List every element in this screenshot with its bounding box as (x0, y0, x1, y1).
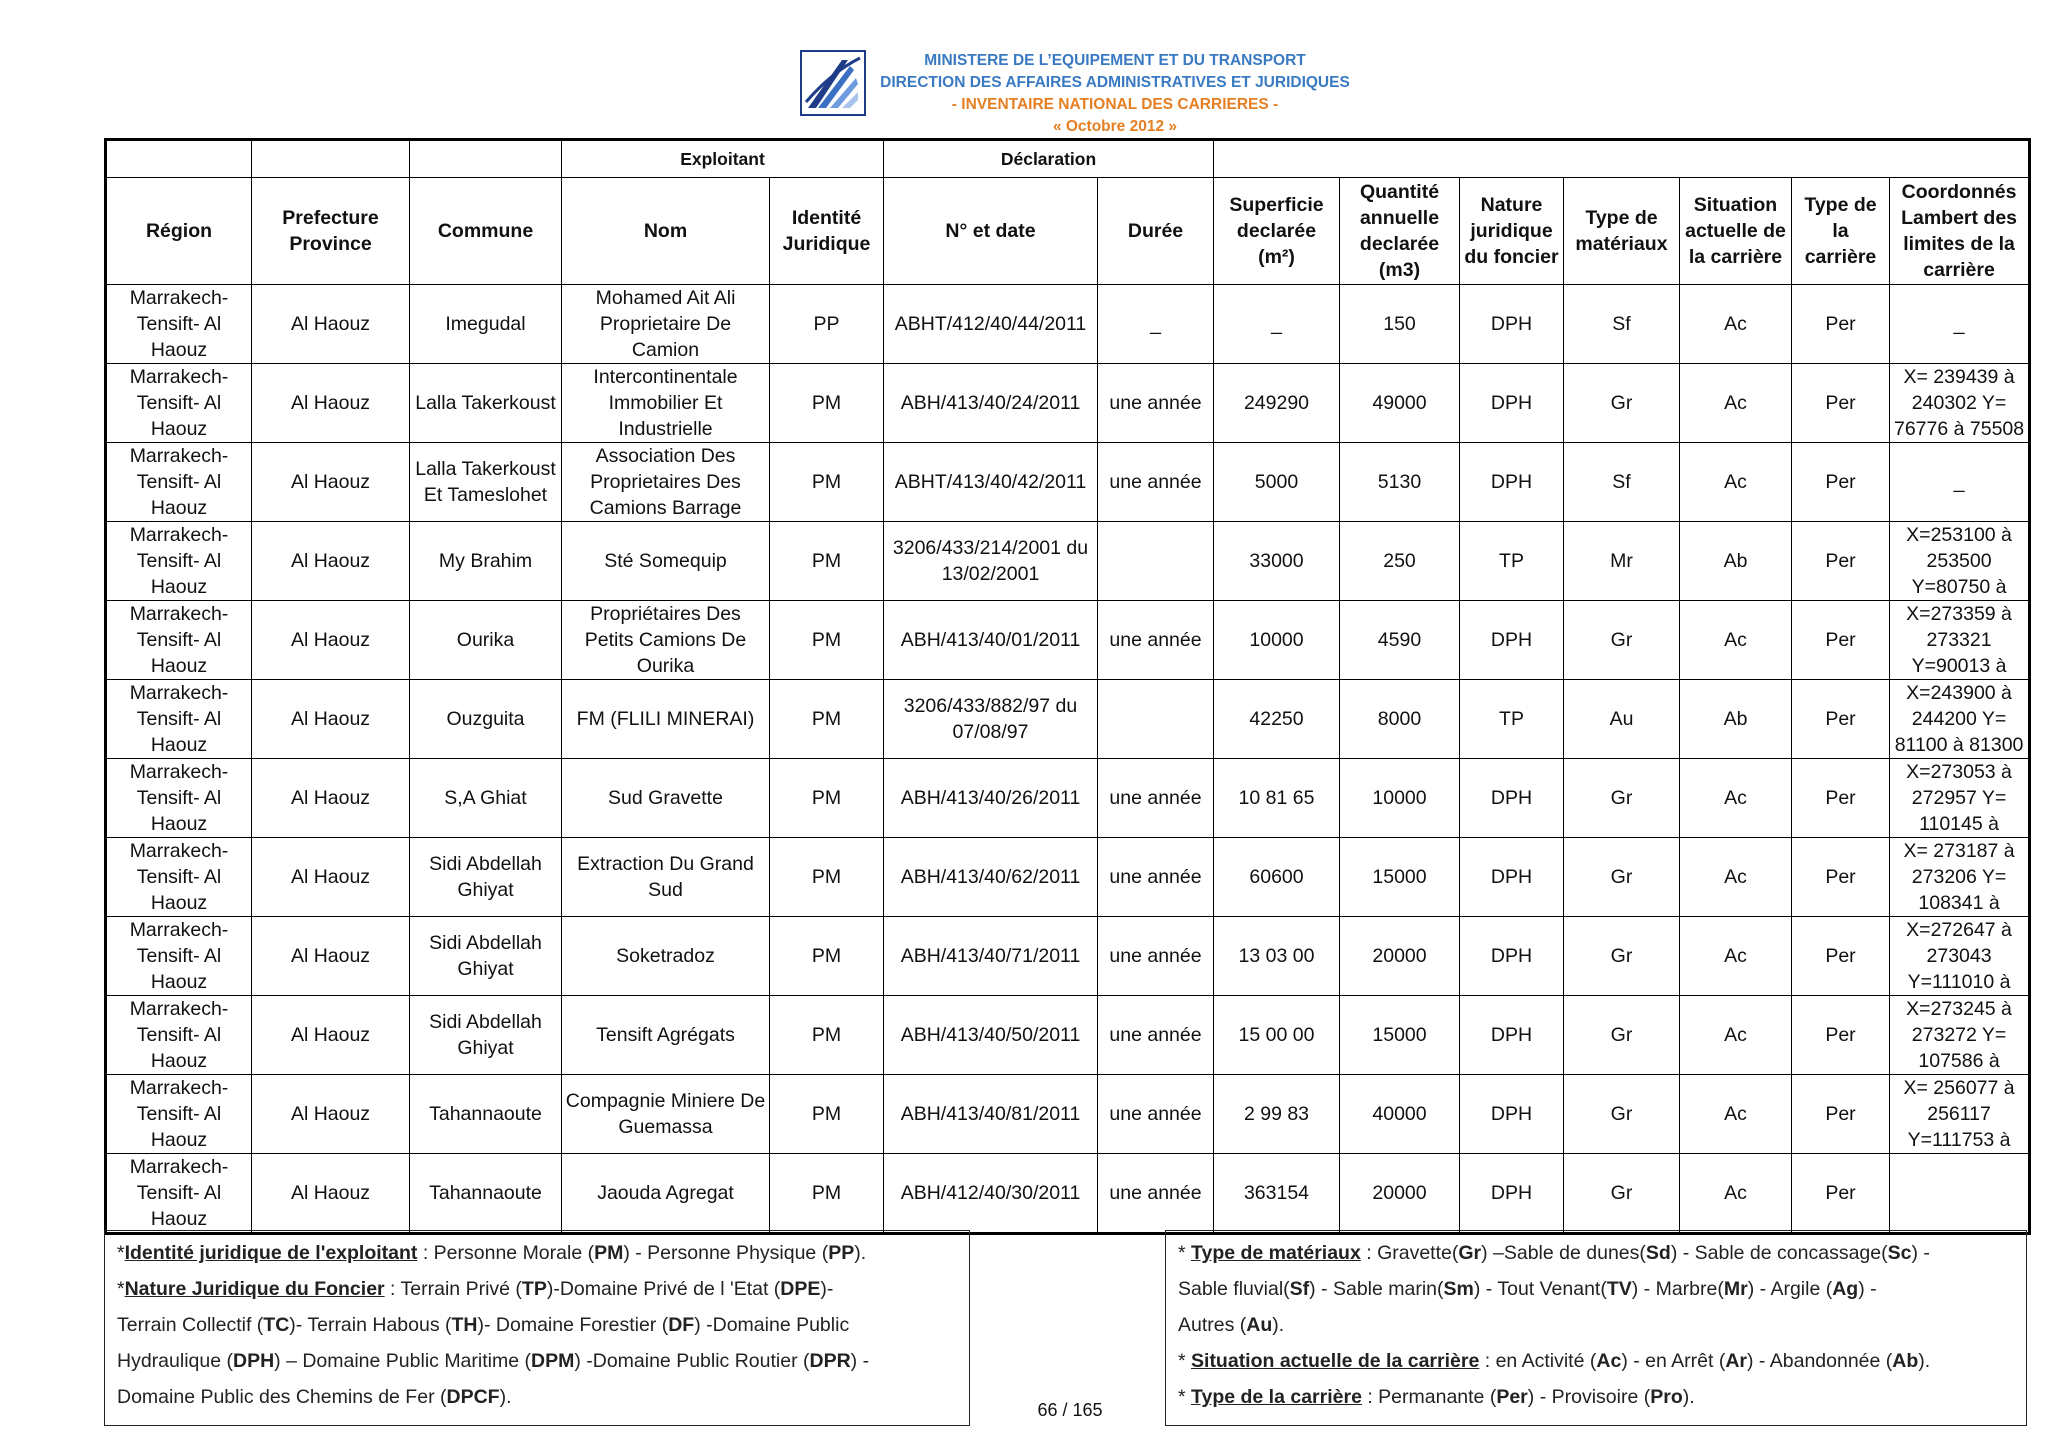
col-header-situation: Situation actuelle de la carrière (1680, 178, 1792, 285)
cell-commune: Ouzguita (410, 680, 562, 759)
cell-coordonnees: X= 256077 à 256117 Y=111753 à (1890, 1075, 2030, 1154)
group-header-declaration: Déclaration (884, 140, 1214, 178)
cell-identite: PM (770, 996, 884, 1075)
table-body (106, 285, 2030, 1234)
cell-quantite: 15000 (1340, 996, 1460, 1075)
cell-situation: Ac (1680, 1075, 1792, 1154)
cell-nature: DPH (1460, 917, 1564, 996)
cell-superficie: 33000 (1214, 522, 1340, 601)
cell-type-carriere: Per (1792, 917, 1890, 996)
cell-coordonnees (1890, 1154, 2030, 1234)
cell-identite: PM (770, 917, 884, 996)
table-header (106, 140, 2030, 285)
cell-duree: une année (1098, 917, 1214, 996)
table-row (106, 838, 2030, 917)
cell-coordonnees: X=272647 à 273043 Y=111010 à (1890, 917, 2030, 996)
cell-prefecture: Al Haouz (252, 759, 410, 838)
cell-situation: Ac (1680, 285, 1792, 364)
cell-prefecture: Al Haouz (252, 285, 410, 364)
table-row (106, 285, 2030, 364)
cell-quantite: 20000 (1340, 917, 1460, 996)
cell-quantite: 15000 (1340, 838, 1460, 917)
cell-type-materiaux: Gr (1564, 838, 1680, 917)
cell-nature: DPH (1460, 443, 1564, 522)
blank-header (106, 140, 252, 178)
col-header-prefecture: Prefecture Province (252, 178, 410, 285)
cell-situation: Ab (1680, 680, 1792, 759)
col-header-duree: Durée (1098, 178, 1214, 285)
cell-duree: une année (1098, 443, 1214, 522)
cell-nom: Propriétaires Des Petits Camions De Ourika (562, 601, 770, 680)
cell-duree: une année (1098, 759, 1214, 838)
cell-type-carriere: Per (1792, 1154, 1890, 1234)
cell-quantite: 250 (1340, 522, 1460, 601)
cell-region: Marrakech-Tensift- Al Haouz (106, 1154, 252, 1234)
cell-nature: TP (1460, 680, 1564, 759)
cell-nom: Soketradoz (562, 917, 770, 996)
cell-identite: PM (770, 364, 884, 443)
blank-header (252, 140, 410, 178)
cell-type-carriere: Per (1792, 838, 1890, 917)
cell-prefecture: Al Haouz (252, 1075, 410, 1154)
cell-region: Marrakech-Tensift- Al Haouz (106, 443, 252, 522)
table-row (106, 996, 2030, 1075)
ministry-logo-icon (800, 50, 866, 116)
cell-prefecture: Al Haouz (252, 996, 410, 1075)
cell-region: Marrakech-Tensift- Al Haouz (106, 996, 252, 1075)
cell-identite: PM (770, 601, 884, 680)
cell-region: Marrakech-Tensift- Al Haouz (106, 759, 252, 838)
cell-coordonnees: X= 273187 à 273206 Y= 108341 à (1890, 838, 2030, 917)
col-header-numero: N° et date (884, 178, 1098, 285)
cell-nom: Association Des Proprietaires Des Camions Barrage (562, 443, 770, 522)
cell-superficie: _ (1214, 285, 1340, 364)
cell-coordonnees: X= 239439 à 240302 Y= 76776 à 75508 (1890, 364, 2030, 443)
cell-nature: DPH (1460, 285, 1564, 364)
cell-identite: PM (770, 522, 884, 601)
cell-type-materiaux: Gr (1564, 1154, 1680, 1234)
cell-situation: Ac (1680, 996, 1792, 1075)
cell-coordonnees: _ (1890, 443, 2030, 522)
legend-right (1165, 1230, 2027, 1426)
cell-nom: Extraction Du Grand Sud (562, 838, 770, 917)
legend-line: Hydraulique (DPH) – Domaine Public Maritime (DPM) -Domaine Public Routier (DPR) - (117, 1350, 870, 1372)
cell-numero: ABHT/413/40/42/2011 (884, 443, 1098, 522)
cell-superficie: 42250 (1214, 680, 1340, 759)
cell-identite: PM (770, 680, 884, 759)
table-row (106, 1154, 2030, 1234)
cell-type-carriere: Per (1792, 522, 1890, 601)
cell-coordonnees: X=273359 à 273321 Y=90013 à (1890, 601, 2030, 680)
cell-region: Marrakech-Tensift- Al Haouz (106, 601, 252, 680)
cell-prefecture: Al Haouz (252, 917, 410, 996)
cell-nature: DPH (1460, 838, 1564, 917)
cell-duree: une année (1098, 996, 1214, 1075)
cell-region: Marrakech-Tensift- Al Haouz (106, 917, 252, 996)
cell-duree: une année (1098, 1154, 1214, 1234)
cell-numero: ABH/413/40/24/2011 (884, 364, 1098, 443)
cell-type-carriere: Per (1792, 680, 1890, 759)
cell-nature: DPH (1460, 364, 1564, 443)
quarries-table (104, 138, 2031, 1235)
blank-header (410, 140, 562, 178)
cell-nature: DPH (1460, 759, 1564, 838)
cell-type-materiaux: Gr (1564, 364, 1680, 443)
header-text (875, 50, 1355, 138)
cell-situation: Ab (1680, 522, 1792, 601)
cell-identite: PM (770, 838, 884, 917)
cell-superficie: 5000 (1214, 443, 1340, 522)
cell-nom: Sté Somequip (562, 522, 770, 601)
cell-duree: une année (1098, 1075, 1214, 1154)
col-header-type-carriere: Type de la carrière (1792, 178, 1890, 285)
cell-numero: ABHT/412/40/44/2011 (884, 285, 1098, 364)
cell-type-materiaux: Sf (1564, 285, 1680, 364)
cell-superficie: 2 99 83 (1214, 1075, 1340, 1154)
col-header-region: Région (106, 178, 252, 285)
cell-coordonnees: _ (1890, 285, 2030, 364)
cell-prefecture: Al Haouz (252, 443, 410, 522)
cell-superficie: 13 03 00 (1214, 917, 1340, 996)
page-number: 66 / 165 (1037, 1400, 1103, 1420)
inventory-title: - INVENTAIRE NATIONAL DES CARRIERES - (951, 96, 1279, 113)
cell-commune: Ourika (410, 601, 562, 680)
cell-superficie: 15 00 00 (1214, 996, 1340, 1075)
ministry-name: MINISTERE DE L’EQUIPEMENT ET DU TRANSPORT (924, 52, 1306, 69)
cell-superficie: 60600 (1214, 838, 1340, 917)
cell-type-carriere: Per (1792, 364, 1890, 443)
cell-type-carriere: Per (1792, 601, 1890, 680)
cell-superficie: 10 81 65 (1214, 759, 1340, 838)
cell-nom: Sud Gravette (562, 759, 770, 838)
cell-coordonnees: X=243900 à 244200 Y= 81100 à 81300 (1890, 680, 2030, 759)
cell-quantite: 8000 (1340, 680, 1460, 759)
cell-region: Marrakech-Tensift- Al Haouz (106, 364, 252, 443)
cell-type-carriere: Per (1792, 759, 1890, 838)
cell-region: Marrakech-Tensift- Al Haouz (106, 838, 252, 917)
col-header-type-materiaux: Type de matériaux (1564, 178, 1680, 285)
table-row (106, 759, 2030, 838)
cell-type-materiaux: Sf (1564, 443, 1680, 522)
legend-line: Autres (Au). (1178, 1314, 1285, 1336)
cell-numero: 3206/433/882/97 du 07/08/97 (884, 680, 1098, 759)
cell-situation: Ac (1680, 364, 1792, 443)
group-header-exploitant: Exploitant (562, 140, 884, 178)
col-header-nom: Nom (562, 178, 770, 285)
cell-nom: Mohamed Ait Ali Proprietaire De Camion (562, 285, 770, 364)
cell-identite: PM (770, 1075, 884, 1154)
cell-type-materiaux: Gr (1564, 601, 1680, 680)
cell-commune: Sidi Abdellah Ghiyat (410, 917, 562, 996)
cell-commune: Lalla Takerkoust (410, 364, 562, 443)
cell-commune: Lalla Takerkoust Et Tameslohet (410, 443, 562, 522)
legend-line: Terrain Collectif (TC)- Terrain Habous (TH)- Domaine Forestier (DF) -Domaine Public (117, 1314, 850, 1336)
cell-type-carriere: Per (1792, 443, 1890, 522)
cell-duree: une année (1098, 364, 1214, 443)
cell-quantite: 20000 (1340, 1154, 1460, 1234)
cell-commune: S,A Ghiat (410, 759, 562, 838)
cell-nature: DPH (1460, 601, 1564, 680)
cell-prefecture: Al Haouz (252, 838, 410, 917)
cell-type-materiaux: Gr (1564, 996, 1680, 1075)
cell-type-carriere: Per (1792, 996, 1890, 1075)
cell-quantite: 150 (1340, 285, 1460, 364)
cell-type-materiaux: Gr (1564, 1075, 1680, 1154)
cell-type-carriere: Per (1792, 1075, 1890, 1154)
cell-superficie: 10000 (1214, 601, 1340, 680)
direction-name: DIRECTION DES AFFAIRES ADMINISTRATIVES ET JURIDIQUES (880, 74, 1350, 91)
cell-nom: Compagnie Miniere De Guemassa (562, 1075, 770, 1154)
cell-identite: PP (770, 285, 884, 364)
table-row (106, 364, 2030, 443)
cell-numero: ABH/413/40/71/2011 (884, 917, 1098, 996)
cell-identite: PM (770, 759, 884, 838)
cell-nature: DPH (1460, 1075, 1564, 1154)
legend-line: * Type de la carrière : Permanante (Per) - Provisoire (Pro). (1178, 1386, 1695, 1408)
cell-quantite: 10000 (1340, 759, 1460, 838)
cell-coordonnees: X=253100 à 253500 Y=80750 à (1890, 522, 2030, 601)
cell-situation: Ac (1680, 838, 1792, 917)
cell-commune: Imegudal (410, 285, 562, 364)
col-header-quantite: Quantité annuelle declarée (m3) (1340, 178, 1460, 285)
cell-numero: 3206/433/214/2001 du 13/02/2001 (884, 522, 1098, 601)
cell-quantite: 5130 (1340, 443, 1460, 522)
cell-nom: Jaouda Agregat (562, 1154, 770, 1234)
inventory-date: « Octobre 2012 » (1052, 118, 1178, 135)
cell-commune: Tahannaoute (410, 1154, 562, 1234)
legend-line: Domaine Public des Chemins de Fer (DPCF). (117, 1386, 512, 1408)
cell-nom: FM (FLILI MINERAI) (562, 680, 770, 759)
cell-numero: ABH/413/40/01/2011 (884, 601, 1098, 680)
col-header-superficie: Superficie declarée (m²) (1214, 178, 1340, 285)
cell-duree (1098, 522, 1214, 601)
col-header-identite: Identité Juridique (770, 178, 884, 285)
cell-situation: Ac (1680, 759, 1792, 838)
cell-commune: Sidi Abdellah Ghiyat (410, 996, 562, 1075)
table-row (106, 443, 2030, 522)
cell-situation: Ac (1680, 601, 1792, 680)
cell-prefecture: Al Haouz (252, 680, 410, 759)
cell-region: Marrakech-Tensift- Al Haouz (106, 1075, 252, 1154)
cell-type-materiaux: Au (1564, 680, 1680, 759)
cell-type-materiaux: Mr (1564, 522, 1680, 601)
cell-numero: ABH/413/40/26/2011 (884, 759, 1098, 838)
col-header-commune: Commune (410, 178, 562, 285)
legend-line: * Type de matériaux : Gravette(Gr) –Sable de dunes(Sd) - Sable de concassage(Sc) - (1178, 1242, 1930, 1264)
cell-nature: DPH (1460, 996, 1564, 1075)
cell-region: Marrakech-Tensift- Al Haouz (106, 680, 252, 759)
col-header-coordonnees: Coordonnés Lambert des limites de la carrière (1890, 178, 2030, 285)
cell-superficie: 363154 (1214, 1154, 1340, 1234)
cell-identite: PM (770, 1154, 884, 1234)
cell-nom: Intercontinentale Immobilier Et Industrielle (562, 364, 770, 443)
cell-type-materiaux: Gr (1564, 759, 1680, 838)
table-row (106, 680, 2030, 759)
table-row (106, 601, 2030, 680)
cell-region: Marrakech-Tensift- Al Haouz (106, 285, 252, 364)
cell-prefecture: Al Haouz (252, 364, 410, 443)
table-row (106, 1075, 2030, 1154)
legend-line: Sable fluvial(Sf) - Sable marin(Sm) - Tout Venant(TV) - Marbre(Mr) - Argile (Ag) - (1178, 1278, 1877, 1300)
cell-commune: Sidi Abdellah Ghiyat (410, 838, 562, 917)
cell-quantite: 49000 (1340, 364, 1460, 443)
blank-header (1214, 140, 2030, 178)
legend-left (104, 1230, 970, 1426)
col-header-nature: Nature juridique du foncier (1460, 178, 1564, 285)
cell-situation: Ac (1680, 443, 1792, 522)
cell-quantite: 40000 (1340, 1075, 1460, 1154)
cell-superficie: 249290 (1214, 364, 1340, 443)
cell-prefecture: Al Haouz (252, 1154, 410, 1234)
cell-prefecture: Al Haouz (252, 522, 410, 601)
cell-coordonnees: X=273053 à 272957 Y= 110145 à (1890, 759, 2030, 838)
table-row (106, 917, 2030, 996)
cell-numero: ABH/412/40/30/2011 (884, 1154, 1098, 1234)
document-header (795, 50, 1355, 140)
cell-duree: une année (1098, 601, 1214, 680)
table-row (106, 522, 2030, 601)
cell-quantite: 4590 (1340, 601, 1460, 680)
cell-situation: Ac (1680, 1154, 1792, 1234)
cell-coordonnees: X=273245 à 273272 Y= 107586 à (1890, 996, 2030, 1075)
legend-line: * Situation actuelle de la carrière : en Activité (Ac) - en Arrêt (Ar) - Abandonnée (Ab). (1178, 1350, 1931, 1372)
cell-nom: Tensift Agrégats (562, 996, 770, 1075)
cell-prefecture: Al Haouz (252, 601, 410, 680)
cell-duree: une année (1098, 838, 1214, 917)
cell-nature: DPH (1460, 1154, 1564, 1234)
cell-numero: ABH/413/40/81/2011 (884, 1075, 1098, 1154)
cell-duree: _ (1098, 285, 1214, 364)
cell-nature: TP (1460, 522, 1564, 601)
legend-line: *Nature Juridique du Foncier : Terrain Privé (TP)-Domaine Privé de l 'Etat (DPE)- (117, 1278, 834, 1300)
cell-situation: Ac (1680, 917, 1792, 996)
cell-type-carriere: Per (1792, 285, 1890, 364)
cell-numero: ABH/413/40/62/2011 (884, 838, 1098, 917)
cell-commune: My Brahim (410, 522, 562, 601)
cell-commune: Tahannaoute (410, 1075, 562, 1154)
cell-type-materiaux: Gr (1564, 917, 1680, 996)
legend-line: *Identité juridique de l'exploitant : Personne Morale (PM) - Personne Physique (PP). (117, 1242, 867, 1264)
cell-numero: ABH/413/40/50/2011 (884, 996, 1098, 1075)
cell-identite: PM (770, 443, 884, 522)
cell-region: Marrakech-Tensift- Al Haouz (106, 522, 252, 601)
cell-duree (1098, 680, 1214, 759)
